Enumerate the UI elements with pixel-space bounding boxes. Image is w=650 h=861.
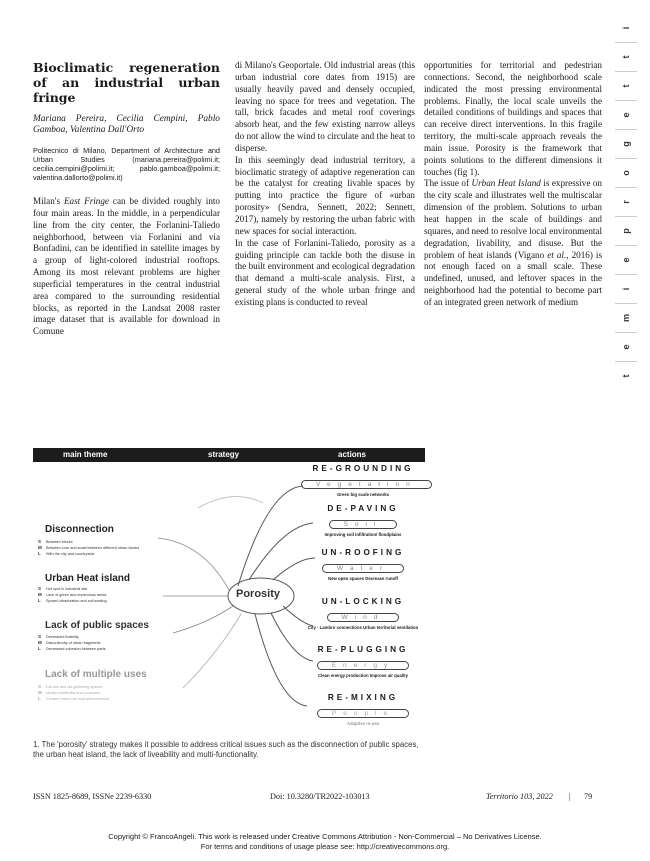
section-letter: r — [621, 200, 631, 204]
theme-item: L Sprawl urbanization and soil sealing — [38, 598, 107, 603]
text-column-3 — [424, 60, 602, 309]
paragraph: di Milano's Geoportale. Old industrial areas (this urban industrial core dates from 1915) are usually heavily paved and densely occupied, leaving no space for trees and vegetation. The tall, brick facades and metal roof coverings absorb heat, and the few existing narrow alleys do not allow the wind to circulate and the heat to disperse. — [235, 60, 415, 153]
paragraph: The issue of Urban Heat Island is expressive on the city scale and illustrates well the multiscalar dimension of the problem. Solutions to urban heat happen in the scale of buildings and squares, and need to resolve local environmental degradation, livability, and disuse. But the problem of heat islands (Vigano et al., 2016) is not enough faced on a small scale. These undefined, unused, and leftover spaces in the neighborhood had the potential to become part of an integrated green network of medium — [424, 178, 603, 307]
header-strategy: strategy — [208, 450, 240, 459]
porosity-label: Porosity — [236, 588, 281, 600]
action-re-plugging: RE-PLUGGING Energy Clean energy production Improve air quality — [317, 645, 409, 678]
connector-line — [198, 497, 263, 508]
journal-reference: Territorio 103, 2022 — [486, 792, 553, 801]
text-column-1 — [33, 60, 220, 338]
theme-item: L With the city and countryside — [38, 551, 95, 556]
connector-line — [183, 614, 241, 688]
section-letter: t — [621, 55, 631, 59]
theme-item: M Lack of green and impervious areas — [38, 592, 107, 597]
porosity-strategy-figure — [33, 448, 425, 730]
section-letter: t — [621, 374, 631, 378]
theme-item: S Decreased livability — [38, 634, 79, 639]
action-re-grounding: RE-GROUNDING Vegetation Green big scale networks — [301, 464, 425, 497]
connector-line — [158, 538, 229, 590]
action-un-locking: UN-LOCKING Wind City - Lambro connections Urban territorial ventilation — [307, 597, 419, 630]
page-separator: | — [569, 792, 571, 801]
section-letter: m — [621, 314, 631, 323]
action-re-mixing: RE-MIXING People Adaptive re-use — [301, 693, 425, 726]
theme-lack-public-spaces: Lack of public spaces — [45, 620, 149, 631]
connector-line — [238, 486, 303, 586]
theme-item: M Mostly residential and economic — [38, 690, 101, 695]
article-authors: Mariana Pereira, Cecilia Cempini, Pablo Gamboa, Valentina Dall'Orto — [33, 114, 220, 135]
header-actions: actions — [338, 450, 367, 459]
theme-item: L Decreased cohesion between parts — [38, 646, 106, 651]
theme-urban-heat-island: Urban Heat island — [45, 573, 131, 584]
header-main-theme: main theme — [63, 450, 108, 459]
section-label-temi-progetti — [614, 14, 638, 390]
copyright-notice: Copyright © FrancoAngeli. This work is released under Creative Commons Attribution - Non-Commercial – No Derivatives License. — [108, 832, 542, 841]
issn-line: ISSN 1825-8689, ISSNe 2239-6330 — [33, 792, 152, 801]
connector-line — [255, 614, 307, 706]
doi-line: Doi: 10.3280/TR2022-103013 — [270, 792, 370, 801]
paragraph: In this seemingly dead industrial territory, a bioclimatic strategy of adaptive regeneration can be the catalyst for creating livable spaces by putting into practice the figure of «urban porosity» (Sendra, Sennett, 2022; Sennett, 2017), namely by restoring the urban fabric with new spaces for social interaction. — [235, 154, 415, 236]
theme-item: S Dis-use and dis-gathering spaces — [38, 684, 103, 689]
section-letter: e — [621, 344, 631, 350]
section-letter: g — [621, 141, 631, 147]
theme-item: L Created mono-use and abandonment — [38, 696, 110, 701]
section-letter: p — [621, 228, 631, 234]
action-de-paving: DE-PAVING Soil Improving soil infiltration/ floodplains — [324, 504, 402, 537]
theme-item: S Hot spot in industrial site — [38, 586, 88, 591]
paragraph: Milan's East Fringe can be divided roughly into four main areas. In the middle, in a perpendicular line from the city center, the Forlanini-Taliedo neighborhood, between via Forlanini and via Bonfadini, can be identified in satellite images by a group of light-colored industrial rooftops. Among its most relevant problems are higher superficial temperatures in the central industrial area compared to the surrounding residential blocks, as reported in the Landsat 2008 raster image dataset that is available for download in Comune — [33, 196, 220, 337]
section-letter: e — [621, 257, 631, 263]
figure-caption: 1. The 'porosity' strategy makes it possible to address critical issues such as the disconnection of public spaces, the urban heat island, the lack of liveability and multi-functionality. — [33, 740, 419, 759]
page-number: 79 — [584, 792, 593, 801]
article-title: Bioclimatic regeneration of an industrial urban fringe — [33, 60, 220, 105]
section-letter: o — [621, 170, 631, 176]
section-letter: i — [621, 26, 631, 30]
terms-notice: For terms and conditions of usage please see: http://creativecommons.org. — [200, 842, 450, 851]
action-un-roofing: UN-ROOFING Water New open spaces Decrease runoff — [321, 548, 405, 581]
author-affiliation: Politecnico di Milano, Department of Architecture and Urban Studies (mariana.pereira@polimi.it; cecilia.cempini@polimi.it; pablo.gamboa@polimi.it; valentina.dallorto@polimi.it) — [33, 146, 220, 182]
text-column-2 — [235, 60, 415, 309]
theme-item: M Between core and scale/between different urban blocks — [38, 545, 140, 550]
theme-disconnection: Disconnection — [45, 524, 114, 535]
theme-item: S Between blocks — [38, 539, 73, 544]
section-letter: e — [621, 112, 631, 118]
paragraph: In the case of Forlanini-Taliedo, porosity as a guiding principle can tackle both the disuse in the built environment and ecological degradation that demand a multi-scale analysis. First, a general study of the whole urban fringe and existing plans is conducted to reveal — [235, 237, 415, 307]
connector-line — [173, 606, 233, 633]
theme-lack-multiple-uses: Lack of multiple uses — [45, 669, 147, 680]
theme-item: M Discontinuity of urban fragments — [38, 640, 101, 645]
paragraph: opportunities for territorial and pedestrian connections. Second, the neighborhood scale indicated the most pressing environmental problems. Finally, the local scale unveils the detailed conditions of buildings and spaces that can receive direct interventions. In this fragile territory, the multi-scale approach reveals the main issue. Porosity is the framework that points solutions to the different dimensions it touches (fig 1). — [424, 60, 602, 177]
section-letter: t — [621, 84, 631, 88]
section-letter: i — [621, 287, 631, 291]
